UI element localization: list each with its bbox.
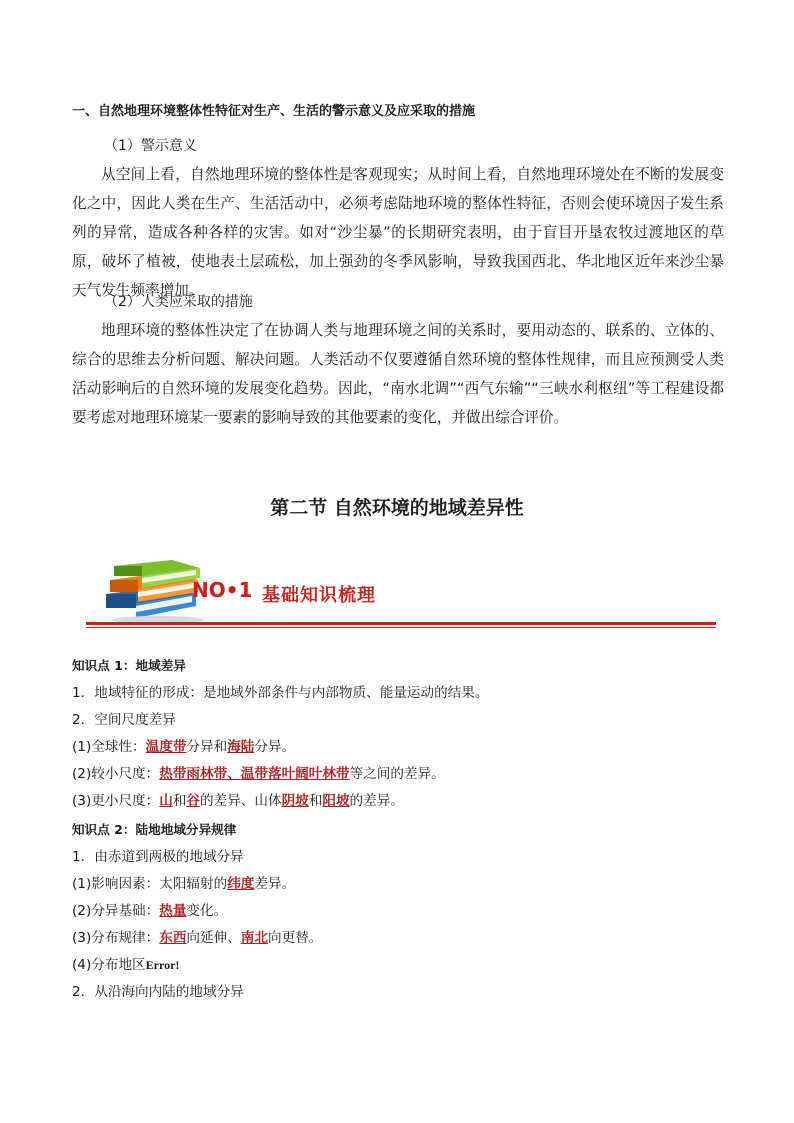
k1-line-1: 1．地域特征的形成：是地域外部条件与内部物质、能量运动的结果。 bbox=[72, 685, 489, 701]
section-heading: 一、自然地理环境整体性特征对生产、生活的警示意义及应采取的措施 bbox=[72, 104, 476, 119]
paragraph-measures: 地理环境的整体性决定了在协调人类与地理环境之间的关系时，要用动态的、联系的、立体的、综合的思维去分析问题、解决问题。人类活动不仅要遵循自然环境的整体性规律，而且应预测受人类活动影响后的自然环境的发展变化趋势。因此，“南水北调”“西气东输”“三峡水利枢纽”等工程建设都要考虑对地理环境某一要素的影响导致的其他要素的变化，并做出综合评价。 bbox=[72, 322, 724, 426]
answer-text: 阴坡 bbox=[281, 793, 309, 809]
answer-text: 南北 bbox=[240, 930, 268, 946]
banner-rule bbox=[86, 622, 716, 625]
k1-line-3: (1)全球性：温度带分异和海陆分异。 bbox=[72, 739, 296, 755]
subheading-warning: （1）警示意义 bbox=[104, 138, 197, 154]
answer-text: 温带落叶阔叶林带 bbox=[240, 766, 350, 782]
k2-line-5: (4)分布地区Error! bbox=[72, 957, 180, 973]
k2-line-1: 1．由赤道到两极的地域分异 bbox=[72, 849, 244, 865]
answer-text: 谷 bbox=[186, 793, 201, 809]
k2-line-6: 2．从沿海向内陆的地域分异 bbox=[72, 984, 244, 1000]
answer-text: 纬度 bbox=[227, 876, 255, 892]
answer-text: 山 bbox=[159, 793, 173, 809]
banner-number: NO•1 bbox=[192, 578, 253, 602]
error-field: Error! bbox=[145, 958, 180, 972]
k1-line-5: (3)更小尺度：山和谷的差异、山体阴坡和阳坡的差异。 bbox=[72, 793, 404, 809]
subheading-measures: （2）人类应采取的措施 bbox=[104, 294, 253, 310]
k1-line-4: (2)较小尺度：热带雨林带、温带落叶阔叶林带等之间的差异。 bbox=[72, 766, 445, 782]
section-title: 第二节 自然环境的地域差异性 bbox=[270, 497, 524, 519]
answer-text: 热带雨林带 bbox=[159, 766, 228, 782]
k2-line-2: (1)影响因素：太阳辐射的纬度差异。 bbox=[72, 876, 296, 892]
answer-text: 海陆 bbox=[227, 739, 255, 755]
knowledge-point-2-title: 知识点 2：陆地地域分异规律 bbox=[72, 822, 237, 837]
k1-line-2: 2．空间尺度差异 bbox=[72, 712, 176, 728]
answer-text: 东西 bbox=[159, 930, 187, 946]
answer-text: 热量 bbox=[159, 903, 187, 919]
banner-title: 基础知识梳理 bbox=[262, 585, 376, 606]
answer-text: 温度带 bbox=[145, 739, 187, 755]
knowledge-point-1-title: 知识点 1：地域差异 bbox=[72, 658, 186, 673]
banner-rule-thin bbox=[86, 627, 716, 628]
k2-line-3: (2)分异基础：热量变化。 bbox=[72, 903, 228, 919]
answer-text: 阳坡 bbox=[322, 793, 350, 809]
paragraph-warning: 从空间上看，自然地理环境的整体性是客观现实；从时间上看，自然地理环境处在不断的发展变化之中，因此人类在生产、生活活动中，必须考虑陆地环境的整体性特征，否则会使环境因子发生系列的异常，造成各种各样的灾害。如对“沙尘暴”的长期研究表明，由于盲目开垦农牧过渡地区的草原，破坏了植被，使地表土层疏松，加上强劲的冬季风影响，导致我国西北、华北地区近年来沙尘暴天气发生频率增加。 bbox=[72, 166, 724, 299]
k2-line-4: (3)分布规律：东西向延伸、南北向更替。 bbox=[72, 930, 323, 946]
